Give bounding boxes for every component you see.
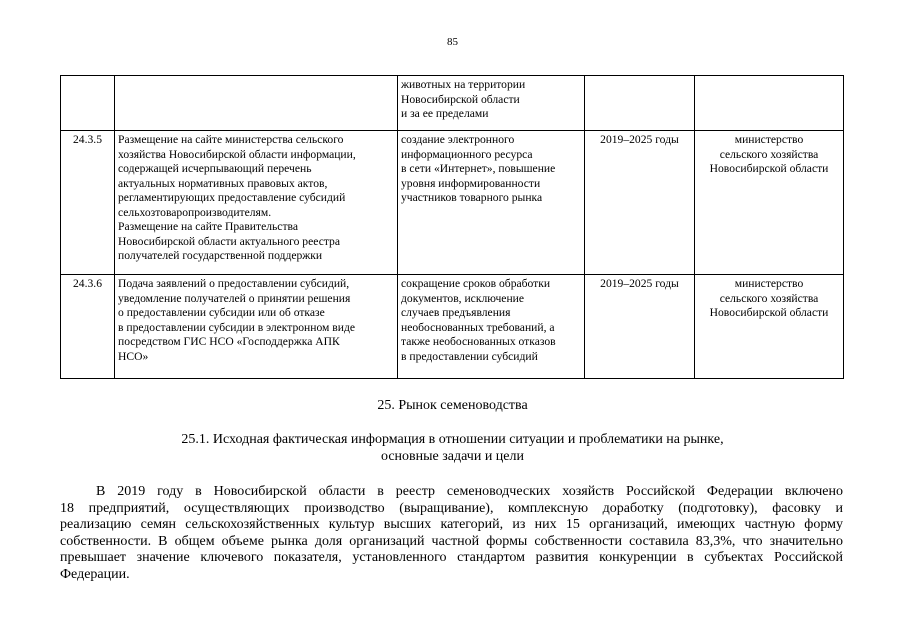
result-cell [398,76,585,131]
activity-line: хозяйства Новосибирской области информации, [118,147,356,161]
result-cell [398,275,585,379]
executor-line: Новосибирской области [709,306,829,319]
activity-line: Размещение на сайте Правительства [118,220,298,233]
activity-line: Размещение на сайте министерства сельского [118,133,344,146]
term-cell [585,76,695,131]
row-number-cell: 24.3.6 [61,275,115,379]
paragraph-line: превышает значение ключевого показателя, установленного стандартом развития конкуренции в субъектах Российской [60,550,843,566]
executor-cell [695,275,844,379]
activity-line: в предоставлении субсидии в электронном виде [118,320,356,334]
result-line: сокращение сроков обработки [401,277,551,290]
activity-line: регламентирующих предоставление субсидий [118,191,346,204]
executor-line: сельского хозяйства [719,291,819,305]
result-line: также необоснованных отказов [401,335,556,348]
activity-line: Подача заявлений о предоставлении субсидий, [118,277,350,290]
result-line: уровня информированности [401,176,541,190]
activity-cell [115,275,398,379]
section-title: 25. Рынок семеноводства [377,398,528,413]
subsection-title-line: основные задачи и цели [380,448,524,464]
page-number: 85 [447,36,458,48]
result-cell [398,131,585,275]
activity-line: получателей государственной поддержки [118,249,323,262]
result-line: в предоставлении субсидий [401,349,538,363]
activity-line: посредством ГИС НСО «Господдержка АПК [118,335,340,348]
activity-line: уведомление получателей о принятии решения [118,291,351,305]
row-number-cell [61,76,115,131]
paragraph-line: реализацию семян сельскохозяйственных культур высших категорий, из них 15 организаций, имеющих частную форму [60,517,843,533]
paragraph-line: Федерации. [60,566,130,582]
activity-line: содержащей исчерпывающий перечень [118,162,312,175]
table-row [61,76,844,131]
body-paragraph [60,484,843,584]
row-number-cell: 24.3.5 [61,131,115,275]
activity-cell [115,131,398,275]
result-line: документов, исключение [401,291,524,305]
result-line: в сети «Интернет», повышение [401,162,556,175]
paragraph-line: собственности. В общем объеме рынка доля организаций частной формы собственности составила 83,3%, что значительно [60,533,843,549]
result-line: случаев предъявления [401,306,511,319]
activity-line: о предоставлении субсидии или об отказе [118,306,325,319]
table-row [61,275,844,379]
result-line: и за ее пределами [401,107,489,120]
term-cell: 2019–2025 годы [585,131,695,275]
executor-line: Новосибирской области [709,162,829,175]
term-cell: 2019–2025 годы [585,275,695,379]
executor-line: сельского хозяйства [719,147,819,161]
activity-cell [115,76,398,131]
activity-line: НСО» [118,349,149,363]
measures-table [60,75,844,379]
activity-line: Новосибирской области актуального реестра [118,234,340,248]
result-line: Новосибирской области [401,92,520,106]
executor-line: министерство [734,277,804,290]
result-line: необоснованных требований, а [401,320,555,334]
subsection-title [0,432,905,465]
subsection-title-line: 25.1. Исходная фактическая информация в отношении ситуации и проблематики на рынке, [181,432,724,447]
table-row [61,131,844,275]
result-line: создание электронного [401,133,515,146]
paragraph-line: 18 предприятий, осуществляющих производство (выращивание), комплексную доработку (подготовку), фасовку и [60,500,843,516]
result-line: информационного ресурса [401,147,533,161]
activity-line: актуальных нормативных правовых актов, [118,176,328,190]
result-line: участников товарного рынка [401,191,543,204]
executor-line: министерство [734,133,804,146]
result-line: животных на территории [401,78,526,91]
paragraph-line: В 2019 году в Новосибирской области в реестр семеноводческих хозяйств Российской Федерации включено [96,484,843,499]
executor-cell [695,76,844,131]
activity-line: сельхозтоваропроизводителям. [118,205,272,219]
executor-cell [695,131,844,275]
